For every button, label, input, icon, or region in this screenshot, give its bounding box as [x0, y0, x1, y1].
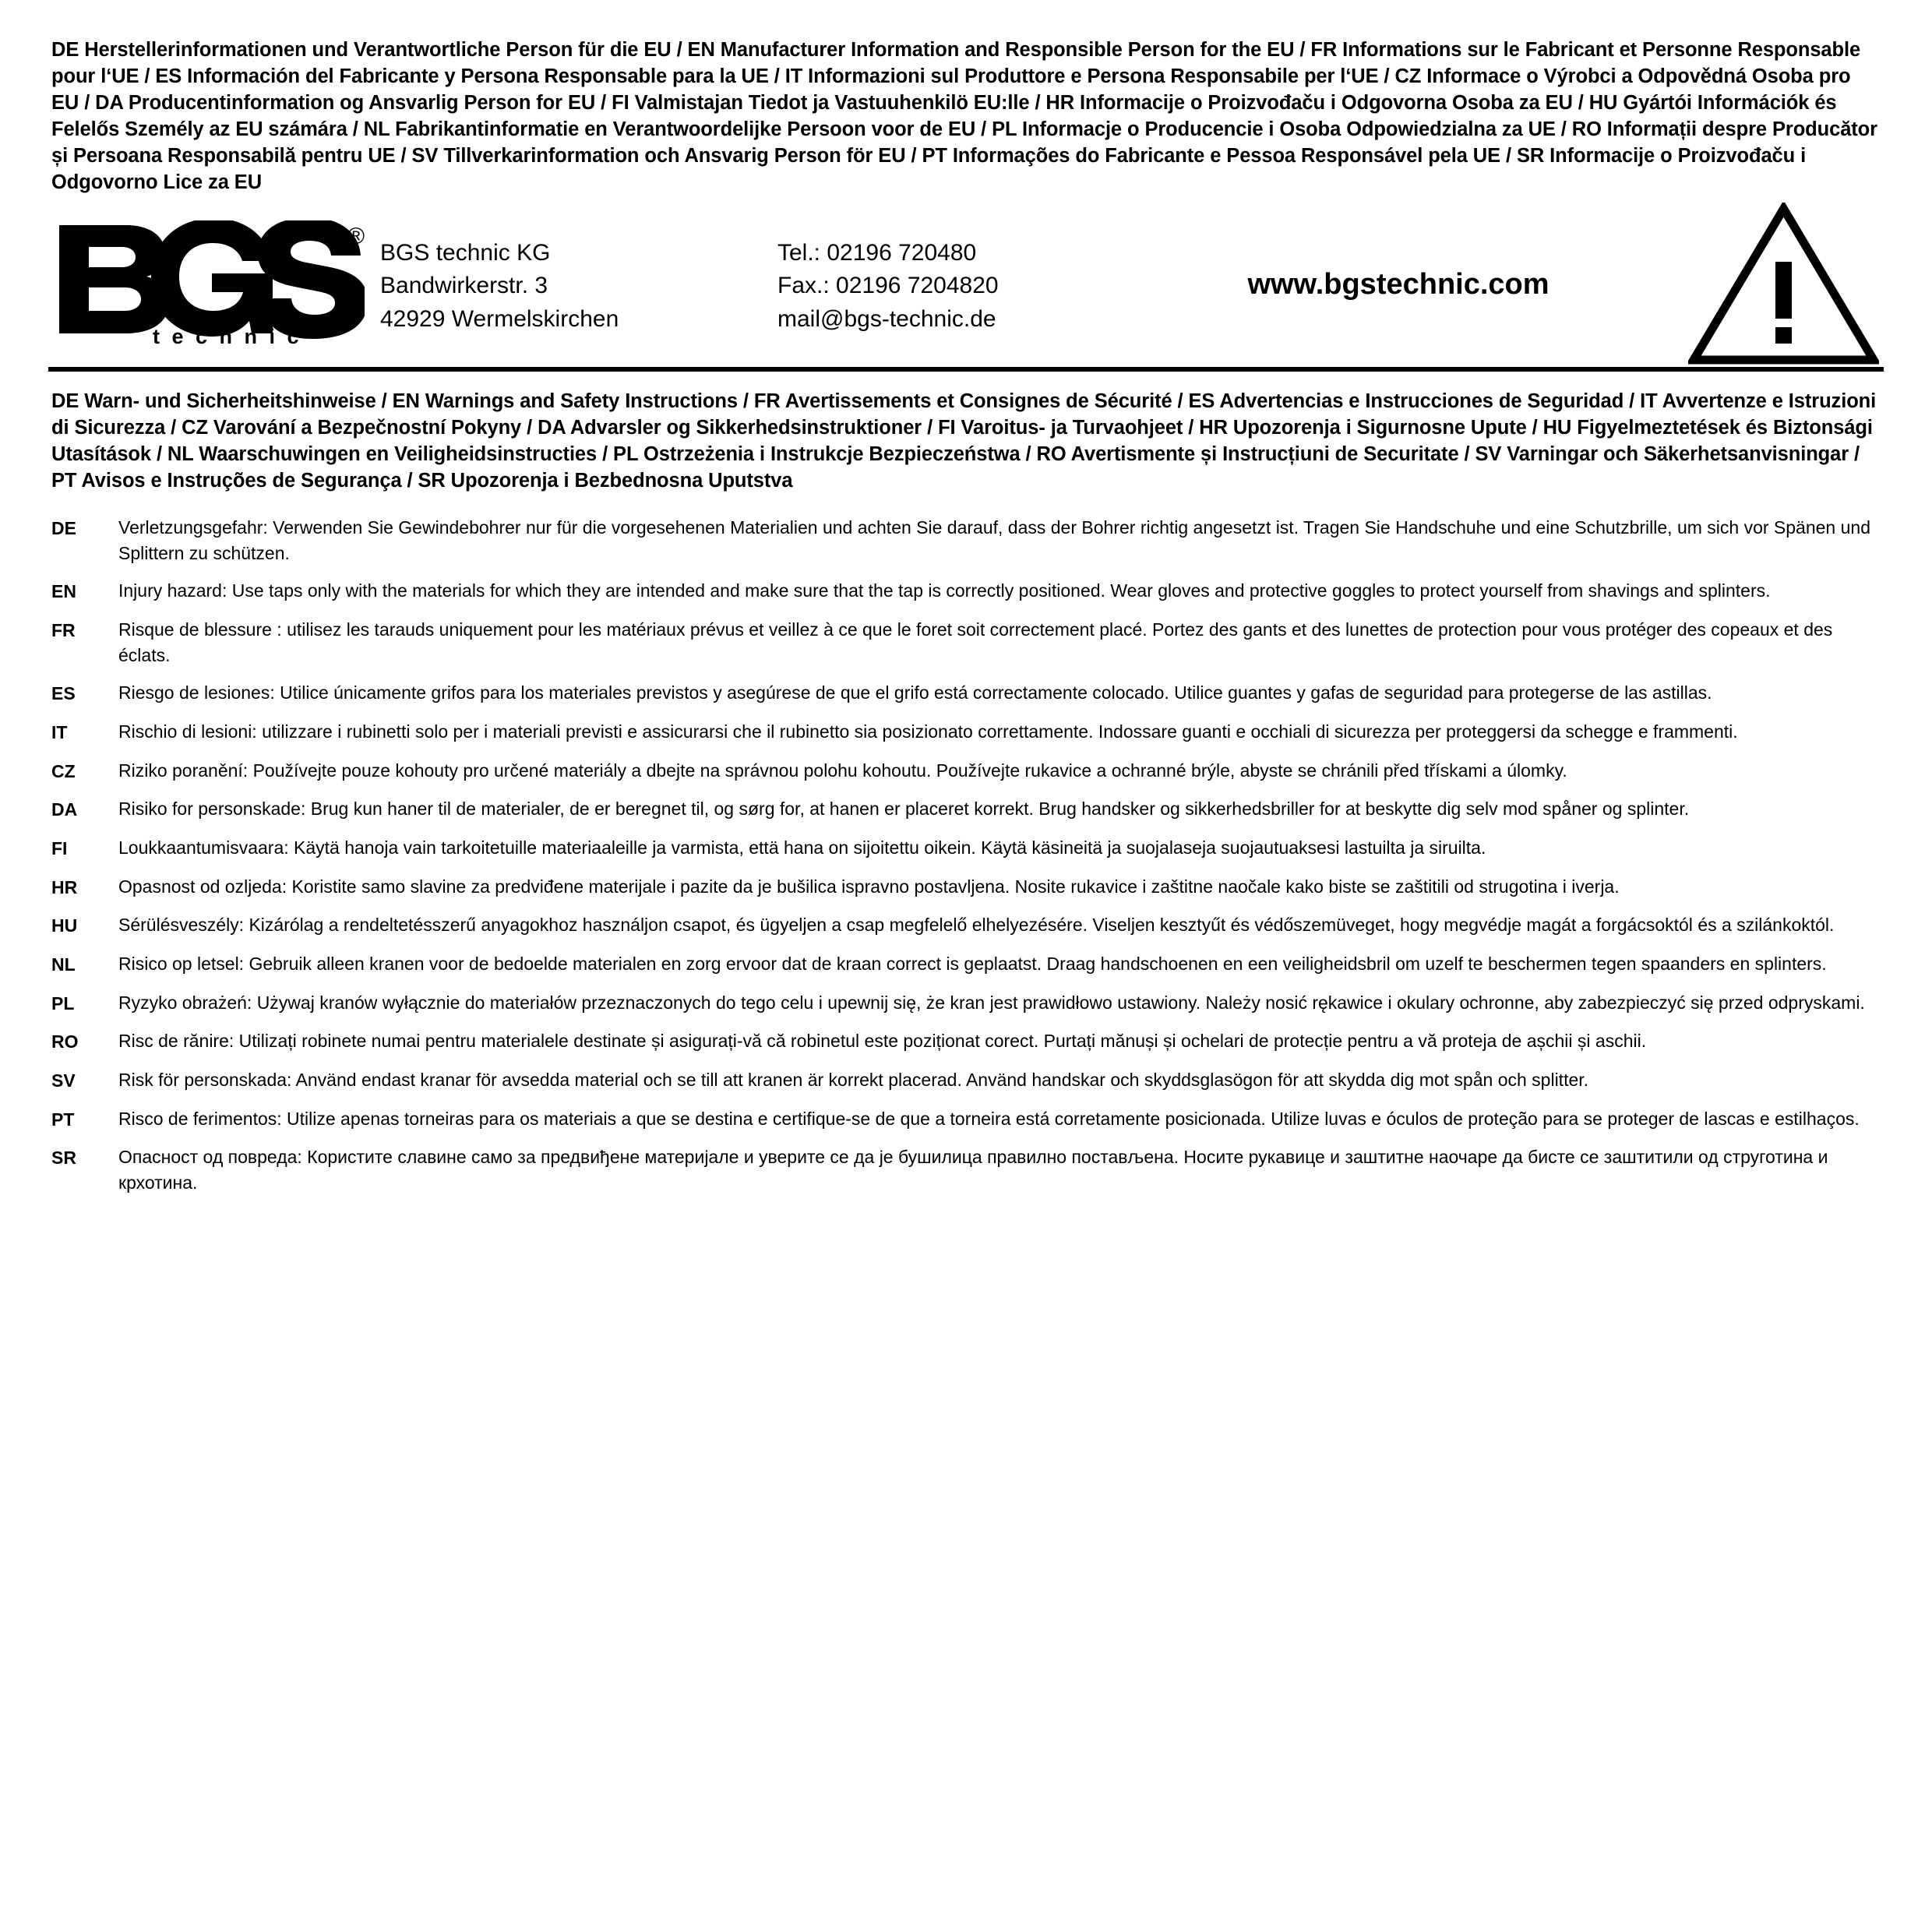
company-website: www.bgstechnic.com: [1247, 267, 1549, 301]
company-street: Bandwirkerstr. 3: [380, 273, 548, 299]
list-item: [51, 617, 1882, 668]
language-code: HU: [51, 915, 78, 936]
list-item: [51, 719, 1882, 746]
company-city: 42929 Wermelskirchen: [380, 305, 619, 332]
language-code: NL: [51, 954, 76, 975]
warning-text: Risc de rănire: Utilizați robinete numai pentru materialele destinate și asigurați-vă că robinetul este poziționat corect. Purtați mănuși și ochelari de protecție pentru a vă proteja de așchii și aschii.: [118, 1031, 1647, 1052]
list-item: [51, 1106, 1882, 1133]
list-item: [51, 1144, 1882, 1195]
language-code: IT: [51, 722, 68, 742]
company-address: [380, 234, 777, 337]
language-code: PL: [51, 992, 75, 1014]
warning-text: Risico op letsel: Gebruik alleen kranen voor de bedoelde materialen en zorg ervoor dat de kraan correct is geplaatst. Draag handschoenen en een veiligheidsbril om uzelf te beschermen tegen spaanders en splinters.: [118, 953, 1827, 974]
warning-text: Riesgo de lesiones: Utilice únicamente grifos para los materiales previstos y asegúrese de que el grifo está correctamente colocado. Utilice guantes y gafas de seguridad para protegerse de las astillas.: [118, 682, 1712, 703]
warning-text: Risk för personskada: Använd endast kranar för avsedda material och se till att kranen är korrekt placerad. Använd handskar och skyddsglasögon för att skydda dig mot spån och splitter.: [118, 1069, 1589, 1090]
warning-text: Risque de blessure : utilisez les tarauds uniquement pour les matériaux prévus et veillez à ce que le foret soit correctement placé. Portez des gants et des lunettes de protection pour vous protéger des copeaux et des éclats.: [118, 619, 1833, 665]
warning-text: Sérülésveszély: Kizárólag a rendeltetésszerű anyagokhoz használjon csapot, és ügyeljen a csap megfelelő elhelyezésére. Viseljen kesztyűt és védőszemüveget, hogy megvédje magát a forgácsoktól és a szilánkoktól.: [118, 915, 1835, 936]
list-item: [51, 951, 1882, 978]
company-fax: Fax.: 02196 7204820: [777, 273, 999, 299]
list-item: [51, 1028, 1882, 1055]
warning-text: Riziko poranění: Používejte pouze kohouty pro určené materiály a dbejte na správnou polohu kohoutu. Používejte rukavice a ochranné brýle, abyste se chránili před třískami a úlomky.: [118, 760, 1567, 781]
warning-text: Injury hazard: Use taps only with the materials for which they are intended and make sure that the tap is correctly positioned. Wear gloves and protective goggles to protect yourself from shavings and splinters.: [118, 580, 1771, 601]
language-code: FI: [51, 837, 68, 858]
list-item: [51, 515, 1882, 566]
language-code: FR: [51, 620, 76, 641]
warning-text: Ryzyko obrażeń: Używaj kranów wyłącznie do materiałów przeznaczonych do tego celu i upewnij się, że kran jest prawidłowo ustawiony. Należy nosić rękawice i okulary ochronne, aby zabezpieczyć się przed odpryskami.: [118, 992, 1865, 1013]
language-code: SR: [51, 1148, 76, 1169]
company-header: [48, 206, 1884, 372]
list-item: [51, 1067, 1882, 1094]
company-tel: Tel.: 02196 720480: [777, 239, 977, 266]
company-email: mail@bgs-technic.de: [777, 305, 996, 332]
warning-text: Opasnost od ozljeda: Koristite samo slavine za predviđene materijale i pazite da je bušilica ispravno postavljena. Nosite rukavice i zaštitne naočale kako biste se zaštitili od strugotina i iverja.: [118, 876, 1620, 897]
language-code: DA: [51, 799, 78, 820]
list-item: [51, 758, 1882, 784]
language-code: HR: [51, 876, 78, 897]
warning-text: Rischio di lesioni: utilizzare i rubinetti solo per i materiali previsti e assicurarsi che il rubinetto sia posizionato correttamente. Indossare guanti e occhiali di sicurezza per proteggersi da schegge e frammenti.: [118, 721, 1738, 742]
language-code: PT: [51, 1109, 75, 1130]
list-item: [51, 796, 1882, 823]
list-item: [51, 680, 1882, 707]
list-item: [51, 835, 1882, 862]
language-code: SV: [51, 1070, 76, 1091]
company-contact: [777, 234, 1128, 337]
bgs-logo: [48, 220, 380, 349]
safety-section-heading: DE Warn- und Sicherheitshinweise / EN Warnings and Safety Instructions / FR Avertissements et Consignes de Sécurité / ES Advertencias e Instrucciones de Seguridad / IT Avvertenze e Istruzioni di Sicurezza / CZ Varování a Bezpečnostní Pokyny / DA Advarsler og Sikkerhedsinstruktioner / FI Varoitus- ja Turvaohjeet / HR Upozorenja i Sigurnosne Upute / HU Figyelmeztetések és Biztonsági Utasítások / NL Waarschuwingen en Veiligheidsinstructies / PL Ostrzeżenia i Instrukcje Bezpieczeństwa / RO Avertismente și Instrucțiuni de Securitate / SV Varningar och Säkerhetsanvisningar / PT Avisos e Instruções de Segurança / SR Upozorenja i Bezbednosna Uputstva: [51, 390, 1877, 492]
language-code: CZ: [51, 760, 76, 781]
svg-text:®: ®: [347, 223, 365, 249]
manufacturer-info-heading: DE Herstellerinformationen und Verantwortliche Person für die EU / EN Manufacturer Information and Responsible Person for the EU / FR Informations sur le Fabricant et Personne Responsable pour l‘UE / ES Información del Fabricante y Persona Responsable para la UE / IT Informazioni sul Produttore e Persona Responsabile per l‘UE / CZ Informace o Výrobci a Odpovědná Osoba pro EU / DA Producentinformation og Ansvarlig Person for EU / FI Valmistajan Tiedot ja Vastuuhenkilö EU:lle / HR Informacije o Proizvođaču i Odgovorna Osoba za EU / HU Gyártói Információk és Felelős Személy az EU számára / NL Fabrikantinformatie en Verantwoordelijke Persoon voor de EU / PL Informacje o Producencie i Osoba Odpowiedzialna za UE / RO Informații despre Producător și Persoana Responsabilă pentru UE / SV Tillverkarinformation och Ansvarig Person för EU / PT Informações do Fabricante e Pessoa Responsável pela UE / SR Informacije o Proizvođaču i Odgovorno Lice za EU: [51, 39, 1877, 193]
company-name: BGS technic KG: [380, 239, 551, 266]
language-code: EN: [51, 581, 76, 602]
language-code: RO: [51, 1031, 79, 1052]
warning-text: Loukkaantumisvaara: Käytä hanoja vain tarkoitetuille materiaaleille ja varmista, että hana on sijoitettu oikein. Käytä käsineitä ja suojalaseja suojautuaksesi lastuilta ja siruilta.: [118, 837, 1486, 858]
warning-text: Risco de ferimentos: Utilize apenas torneiras para os materiais a que se destina e certifique-se de que a torneira está corretamente posicionada. Utilize luvas e óculos de proteção para se proteger de lascas e estilhaços.: [118, 1108, 1860, 1129]
warning-text: Verletzungsgefahr: Verwenden Sie Gewindebohrer nur für die vorgesehenen Materialien und achten Sie darauf, dass der Bohrer richtig angesetzt ist. Tragen Sie Handschuhe und eine Schutzbrille, um sich vor Spänen und Splittern zu schützen.: [118, 517, 1870, 563]
list-item: [51, 874, 1882, 901]
list-item: [51, 578, 1882, 605]
warnings-list: [48, 515, 1884, 1195]
warning-triangle-icon: [1688, 203, 1879, 366]
language-code: ES: [51, 683, 76, 704]
svg-text:t e c h n i c: t e c h n i c: [153, 324, 302, 348]
list-item: [51, 912, 1882, 939]
list-item: [51, 990, 1882, 1017]
warning-text: Опасност од повреда: Користите славине само за предвиђене материјале и уверите се да је бушилица правилно постављена. Носите рукавице и заштитне наочаре да бисте се заштитили од струготина и крхотина.: [118, 1147, 1828, 1193]
language-code: DE: [51, 518, 76, 539]
warning-text: Risiko for personskade: Brug kun haner til de materialer, de er beregnet til, og sørg for, at hanen er placeret korrekt. Brug handsker og sikkerhedsbriller for at beskytte dig selv mod spåner og splinter.: [118, 799, 1690, 820]
